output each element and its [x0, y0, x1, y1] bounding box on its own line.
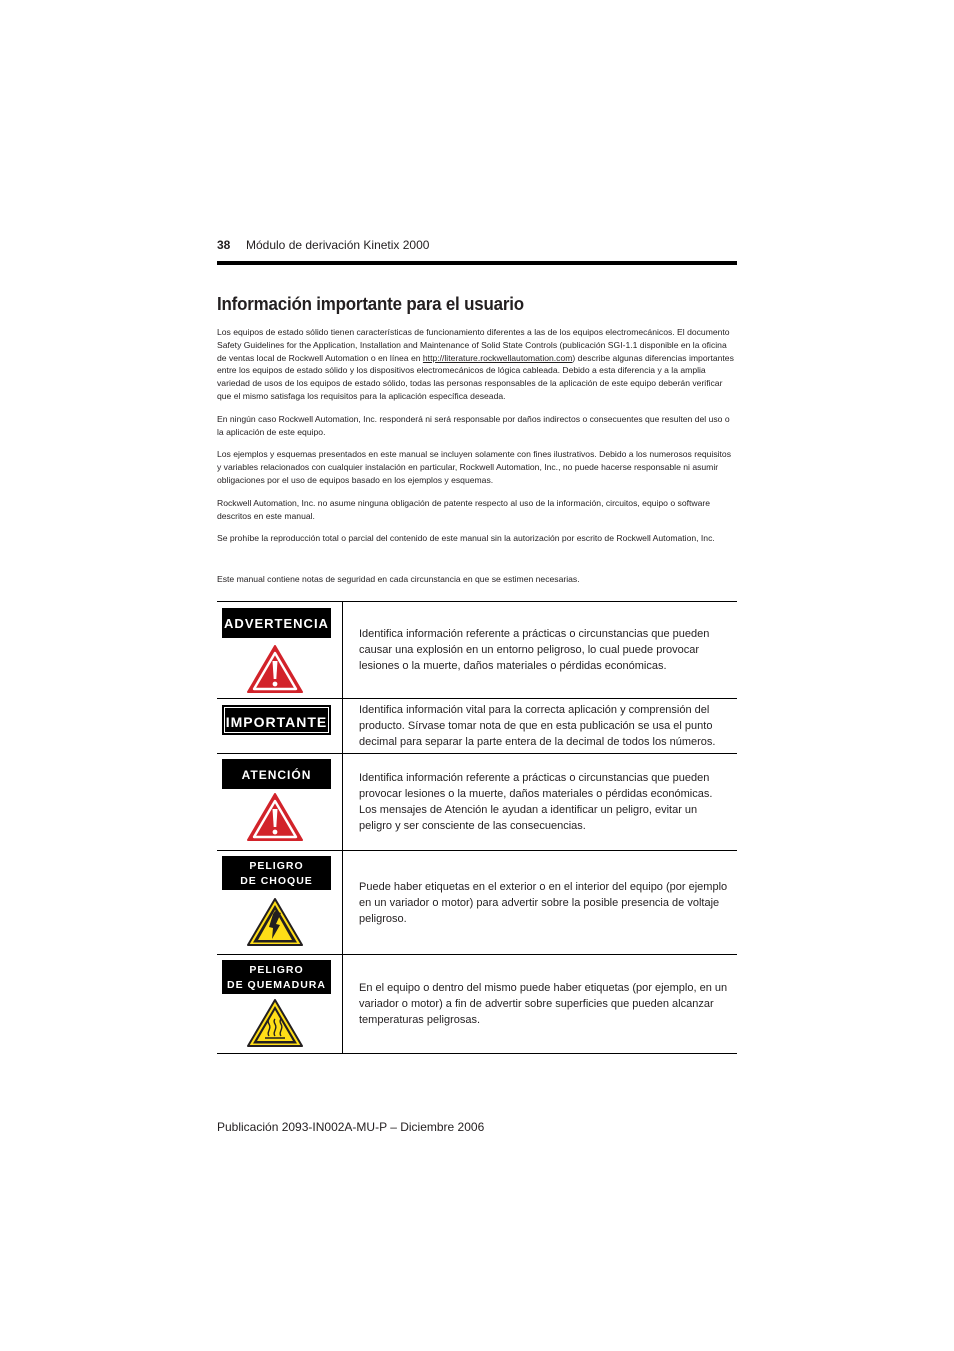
note-row-importante: [217, 699, 737, 754]
burn-hazard-badge: [222, 960, 331, 994]
warning-triangle-icon: [246, 644, 304, 694]
advertencia-badge: ADVERTENCIA: [222, 608, 331, 638]
page-number: 38: [217, 238, 231, 252]
note-text: Puede haber etiquetas en el exterior o en el interior del equipo (por ejemplo en un variador o motor) para advertir sobre la posible presencia de voltaje peligroso.: [359, 880, 728, 925]
note-text: Identifica información referente a prácticas o circunstancias que pueden provocar lesiones o la muerte, daños materiales o pérdidas económicas. Los mensajes de Atención le ayudan a identificar un peligro, evitar un peligro y ser consciente de las consecuencias.: [359, 772, 713, 832]
note-row-atencion: [217, 754, 737, 851]
shock-hazard-icon: [246, 897, 304, 947]
note-row-burn: [217, 955, 737, 1053]
note-label-cell: [217, 602, 343, 698]
header-rule: [217, 261, 737, 265]
paragraph-patent: Rockwell Automation, Inc. no asume ninguna obligación de patente respecto al uso de la información, circuitos, equipo o software descritos en este manual.: [217, 498, 710, 521]
paragraph-safety-notes: Este manual contiene notas de seguridad en cada circunstancia en que se estimen necesarias.: [217, 574, 580, 584]
running-header-title: Módulo de derivación Kinetix 2000: [246, 238, 430, 252]
atencion-badge: ATENCIÓN: [222, 759, 331, 789]
paragraph-text: ) describe algunas diferencias importantes entre los equipos de estado sólido y los dispositivos electromecánicos de lógica cableada. Debido a esta diferencia y a la amplia variedad de usos de los equipos de estado sólido, todas las personas responsables de la aplicación de este equipo deberán verificar que el mismo satisfaga los requisitos para la aplicación específica deseada.: [217, 352, 734, 401]
paragraph-solid-state: [217, 326, 737, 403]
paragraph-liability: En ningún caso Rockwell Automation, Inc. responderá ni será responsable por daños indirectos o consecuentes que resulten del uso o la aplicación de este equipo.: [217, 414, 730, 437]
paragraph-examples: Los ejemplos y esquemas presentados en este manual se incluyen solamente con fines ilustrativos. Debido a los numerosos requisitos y variables relacionados con cualquier instalación en particular, Rockwell Automation, Inc., no puede hacerse responsable ni asumir obligaciones por el uso de equipos basado en los ejemplos y esquemas.: [217, 449, 731, 485]
attention-triangle-icon: [246, 792, 304, 842]
note-text: Identifica información vital para la correcta aplicación y comprensión del producto. Sírvase tomar nota de que en esta publicación se usa el punto decimal para separar la parte entera de la decimal de todos los números.: [359, 704, 716, 748]
publication-footer: Publicación 2093-IN002A-MU-P – Diciembre 2006: [217, 1120, 485, 1134]
literature-link[interactable]: http://literature.rockwellautomation.com: [422, 352, 573, 363]
badge-line: DE QUEMADURA: [227, 979, 326, 991]
note-label-cell: [217, 699, 343, 753]
note-text: Identifica información referente a prácticas o circunstancias que pueden causar una explosión en un entorno peligroso, lo cual puede provocar lesiones o la muerte, daños materiales o pérdidas económicas.: [359, 628, 710, 672]
paragraph-reproduction: Se prohíbe la reproducción total o parcial del contenido de este manual sin la autorización por escrito de Rockwell Automation, Inc.: [217, 533, 715, 543]
badge-line: PELIGRO: [249, 964, 304, 976]
badge-line: PELIGRO: [249, 860, 304, 872]
shock-hazard-badge: [222, 856, 331, 890]
note-row-shock: [217, 851, 737, 955]
note-text: En el equipo o dentro del mismo puede haber etiquetas (por ejemplo, en un variador o motor) a fin de advertir sobre superficies que pueden alcanzar temperaturas peligrosas.: [359, 982, 728, 1026]
note-label-cell: [217, 754, 343, 850]
importante-badge: IMPORTANTE: [222, 705, 331, 735]
badge-line: DE CHOQUE: [240, 875, 313, 887]
note-label-cell: [217, 851, 343, 954]
note-row-advertencia: [217, 602, 737, 699]
paragraph-text: Los equipos de estado sólido tienen características de funcionamiento diferentes a las de los equipos electromecánicos. El documento Safety Guidelines for the Application, Installation and Maintenance of Solid State Controls (publicación SGI-1.1 disponible en la oficina de ventas local de Rockwell Automation o en línea en: [217, 327, 730, 363]
burn-hazard-icon: [246, 998, 304, 1048]
page-title: Información importante para el usuario: [217, 294, 524, 314]
safety-notes-table: [217, 601, 737, 1054]
note-label-cell: [217, 955, 343, 1053]
